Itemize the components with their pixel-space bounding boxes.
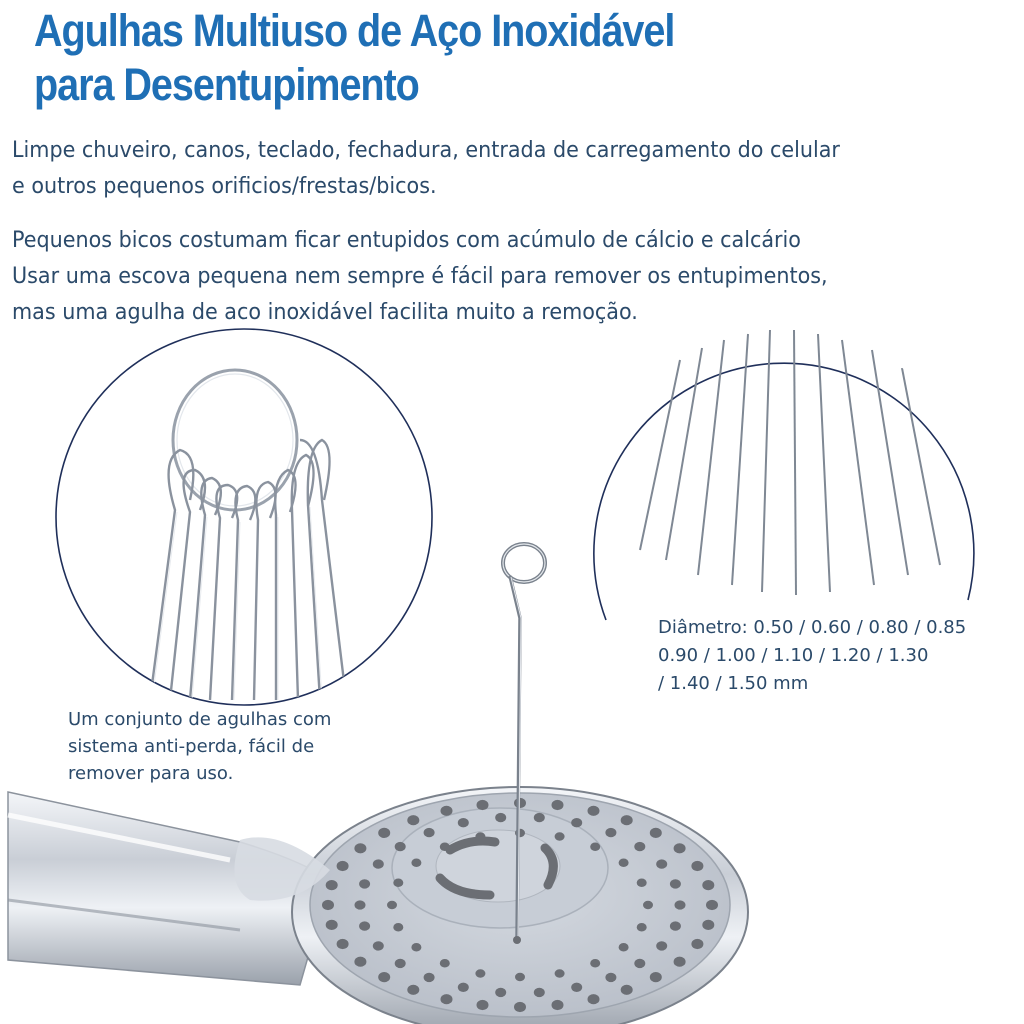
nozzle [378, 972, 390, 982]
nozzle [637, 923, 647, 932]
nozzle [477, 800, 489, 810]
shower-head-image [8, 787, 748, 1024]
nozzle [702, 880, 714, 890]
nozzle [674, 957, 686, 967]
nozzle [337, 861, 349, 871]
nozzle [475, 969, 485, 978]
nozzle [337, 939, 349, 949]
nozzle [440, 843, 450, 852]
nozzle [458, 983, 469, 992]
nozzle [373, 941, 384, 950]
nozzle [634, 842, 645, 851]
nozzle [643, 901, 653, 910]
diameter-caption-line-3: / 1.40 / 1.50 mm [658, 673, 809, 694]
nozzle [674, 843, 686, 853]
anti-loss-caption-line-3: remover para uso. [68, 763, 234, 784]
nozzle [675, 900, 686, 909]
intro-line-2: e outros pequenos orificios/frestas/bicos. [12, 173, 437, 199]
nozzle [534, 988, 545, 997]
nozzle [440, 959, 450, 968]
nozzle [322, 900, 334, 910]
nozzle [621, 985, 633, 995]
nozzle [424, 973, 435, 982]
diameter-caption-line-1: Diâmetro: 0.50 / 0.60 / 0.80 / 0.85 [658, 617, 967, 638]
nozzle [411, 858, 421, 867]
anti-loss-caption-line-2: sistema anti-perda, fácil de [68, 736, 315, 757]
nozzle [373, 859, 384, 868]
nozzle [706, 900, 718, 910]
nozzle [605, 828, 616, 837]
nozzle [354, 843, 366, 853]
nozzle [441, 994, 453, 1004]
nozzle [588, 806, 600, 816]
nozzle [656, 941, 667, 950]
nozzle [619, 943, 629, 952]
nozzle [691, 939, 703, 949]
nozzle [387, 901, 397, 910]
nozzle [634, 959, 645, 968]
nozzle [393, 879, 403, 888]
nozzle [475, 832, 485, 841]
nozzle [619, 858, 629, 867]
nozzle [458, 818, 469, 827]
nozzle [378, 828, 390, 838]
nozzle [650, 972, 662, 982]
nozzle [395, 842, 406, 851]
nozzle [359, 921, 370, 930]
nozzle [411, 943, 421, 952]
nozzle [326, 920, 338, 930]
nozzle [441, 806, 453, 816]
anti-loss-caption [68, 706, 331, 787]
anti-loss-caption-line-1: Um conjunto de agulhas com [68, 709, 332, 730]
nozzle [495, 813, 506, 822]
needle-sizes-circle [594, 330, 974, 620]
nozzle [702, 920, 714, 930]
diameter-caption-line-2: 0.90 / 1.00 / 1.10 / 1.20 / 1.30 [658, 645, 929, 666]
nozzle [407, 985, 419, 995]
diameter-caption [658, 614, 966, 698]
nozzle [670, 921, 681, 930]
nozzle [588, 994, 600, 1004]
nozzle [552, 1000, 564, 1010]
nozzle [571, 818, 582, 827]
nozzle [555, 969, 565, 978]
nozzle [621, 815, 633, 825]
description-line-1: Pequenos bicos costumam ficar entupidos com acúmulo de cálcio e calcário [12, 227, 801, 253]
nozzle [555, 832, 565, 841]
intro-line-1: Limpe chuveiro, canos, teclado, fechadura, entrada de carregamento do celular [12, 137, 840, 163]
nozzle [514, 1002, 526, 1012]
nozzle [605, 973, 616, 982]
nozzle [571, 983, 582, 992]
nozzle [495, 988, 506, 997]
nozzle [424, 828, 435, 837]
nozzle [656, 859, 667, 868]
nozzle [637, 879, 647, 888]
nozzle [590, 843, 600, 852]
nozzle [395, 959, 406, 968]
nozzle [393, 923, 403, 932]
nozzle [354, 957, 366, 967]
title-line-2: para Desentupimento [34, 59, 419, 110]
nozzle [359, 879, 370, 888]
nozzle [407, 815, 419, 825]
nozzle [355, 900, 366, 909]
nozzle [590, 959, 600, 968]
description-line-2: Usar uma escova pequena nem sempre é fácil para remover os entupimentos, [12, 263, 828, 289]
nozzle [650, 828, 662, 838]
nozzle [670, 879, 681, 888]
nozzle [691, 861, 703, 871]
nozzle [534, 813, 545, 822]
nozzle [515, 973, 525, 982]
needle-set-circle [56, 329, 432, 705]
nozzle [477, 1000, 489, 1010]
nozzle [326, 880, 338, 890]
description-line-3: mas uma agulha de aco inoxidável facilita muito a remoção. [12, 299, 638, 325]
title-line-1: Agulhas Multiuso de Aço Inoxidável [34, 5, 675, 56]
nozzle [552, 800, 564, 810]
